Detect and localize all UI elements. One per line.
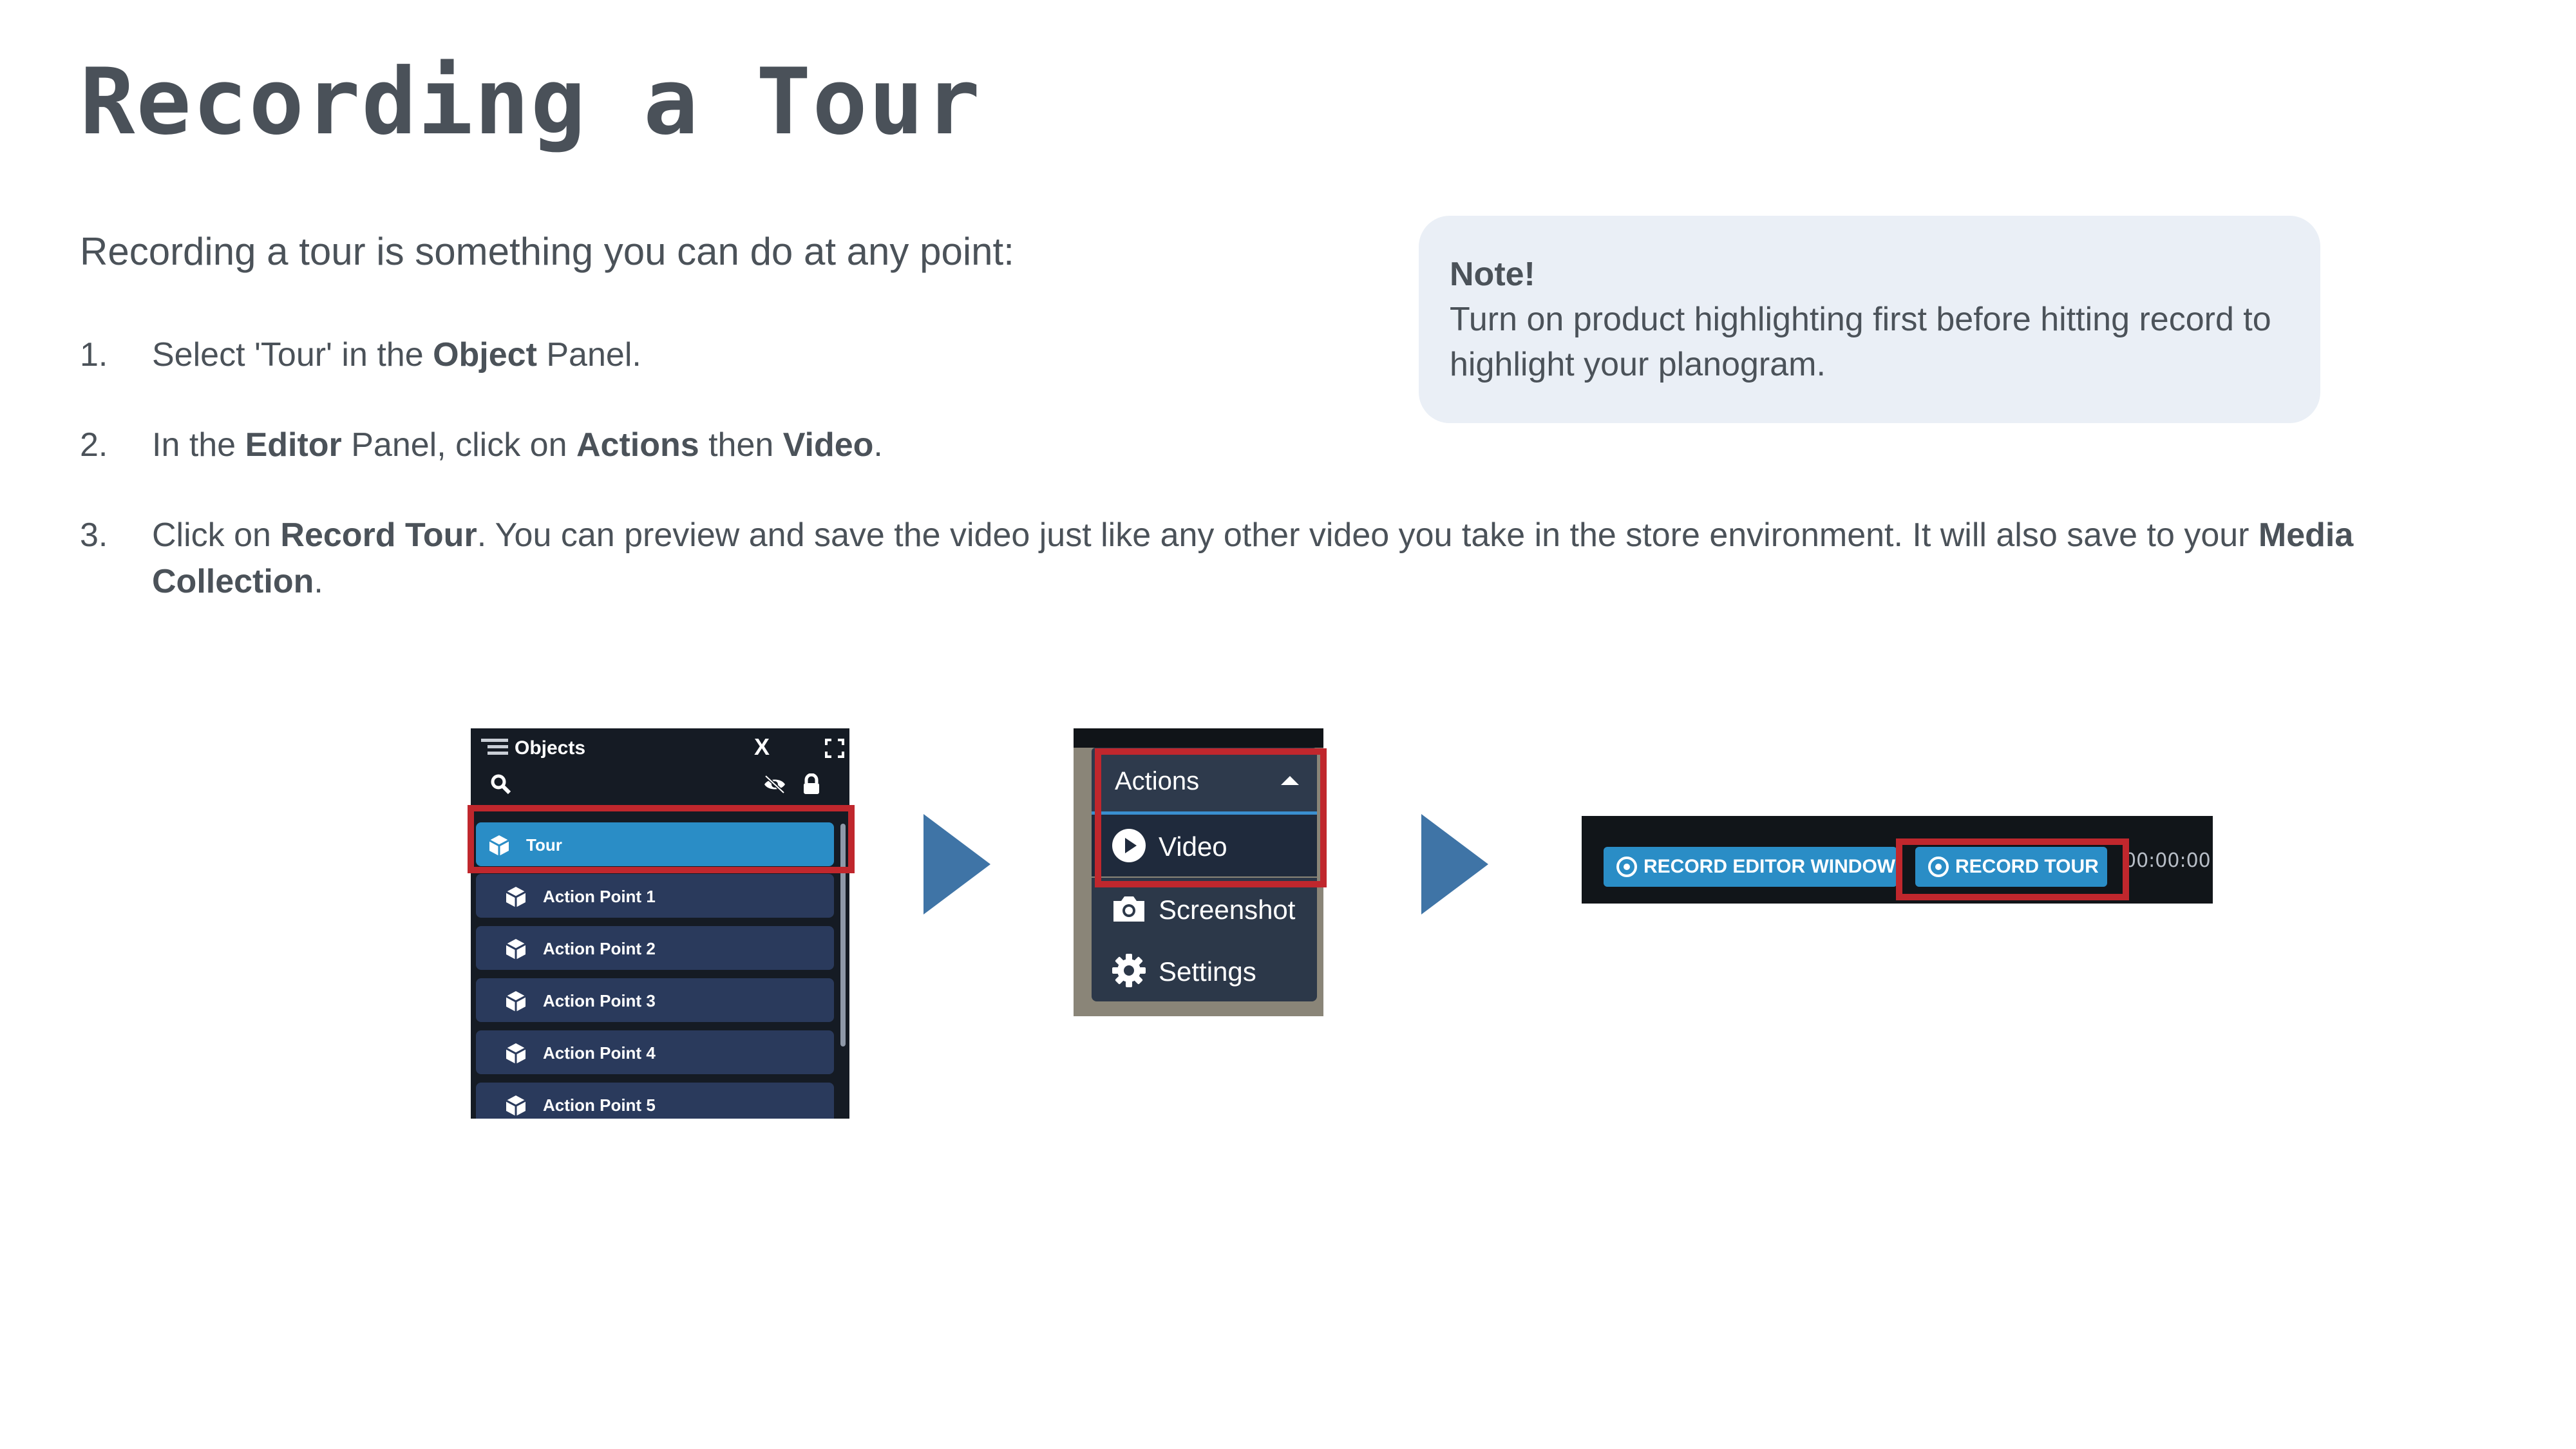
intro-text: Recording a tour is something you can do at any point: — [80, 230, 1014, 273]
object-row-action-point-2[interactable] — [476, 926, 834, 970]
menu-item-label: Screenshot — [1159, 895, 1296, 925]
expand-icon[interactable] — [825, 739, 844, 758]
record-editor-window-button[interactable] — [1604, 847, 1897, 887]
step-text: . You can preview and save the video just like any other video you take in the store environment. It will also save to your — [477, 516, 2259, 554]
menu-item-label: Settings — [1159, 956, 1256, 987]
objects-toolbar — [471, 768, 849, 802]
record-timer: 00:00:00 — [2124, 849, 2211, 872]
gear-icon — [1111, 952, 1147, 989]
object-row-action-point-5[interactable] — [476, 1083, 834, 1119]
step-emphasis: Record Tour — [280, 516, 477, 554]
step-number: 1. — [80, 336, 108, 374]
step-text: In the — [152, 426, 245, 464]
step-text: Select 'Tour' in the — [152, 336, 433, 374]
step-text: Panel. — [536, 336, 641, 374]
step-text: then — [699, 426, 783, 464]
object-row-action-point-1[interactable] — [476, 874, 834, 918]
arrow-right-icon — [1421, 814, 1488, 914]
step-emphasis: Actions — [576, 426, 699, 464]
step-text: . — [873, 426, 883, 464]
note-callout — [1419, 216, 2320, 423]
objects-panel-header — [471, 728, 849, 768]
lock-icon[interactable] — [802, 773, 821, 795]
step-text: Panel, click on — [341, 426, 576, 464]
page-title: Recording a Tour — [80, 49, 981, 155]
toolbar-strip — [1074, 728, 1323, 748]
object-row-label: Action Point 5 — [543, 1095, 656, 1115]
objects-panel-title: Objects — [515, 737, 586, 759]
object-row-action-point-3[interactable] — [476, 978, 834, 1022]
hide-eye-icon[interactable] — [763, 775, 786, 794]
cube-icon — [504, 886, 527, 909]
menu-item-label: Video — [1159, 831, 1227, 862]
step-emphasis: Video — [782, 426, 874, 464]
cube-icon — [504, 1042, 527, 1065]
step-text: . — [314, 563, 323, 600]
record-icon — [1616, 857, 1637, 877]
step-number: 3. — [80, 516, 108, 554]
object-row-action-point-4[interactable] — [476, 1030, 834, 1074]
search-icon[interactable] — [490, 773, 512, 795]
cube-icon — [504, 990, 527, 1013]
step-number: 2. — [80, 426, 108, 464]
object-row-label: Action Point 4 — [543, 1043, 656, 1063]
step-emphasis: Object — [433, 336, 537, 374]
object-row-label: Action Point 2 — [543, 939, 656, 958]
button-label: RECORD EDITOR WINDOW — [1643, 856, 1896, 877]
step-emphasis: Editor — [245, 426, 342, 464]
object-row-label: Action Point 1 — [543, 887, 656, 906]
note-title: Note! — [1450, 256, 1535, 293]
step-3 — [80, 512, 2476, 605]
objects-panel-screenshot — [471, 728, 849, 1119]
highlight-box-actions-video — [1095, 748, 1327, 887]
cube-icon — [504, 1094, 527, 1117]
camera-icon — [1111, 891, 1147, 927]
object-row-label: Action Point 3 — [543, 991, 656, 1010]
highlight-box-record-tour — [1896, 838, 2129, 900]
list-icon — [481, 739, 508, 758]
actions-label: Actions — [1115, 767, 1200, 795]
arrow-right-icon — [923, 814, 990, 914]
button-label: RECORD TOUR — [1955, 856, 2099, 877]
close-icon[interactable]: X — [754, 734, 770, 760]
highlight-box-tour — [468, 805, 855, 873]
step-2 — [80, 422, 2476, 468]
step-emphasis: Media Collection — [152, 516, 2354, 600]
object-row-label: Tour — [526, 835, 562, 855]
step-text: Click on — [152, 516, 281, 554]
menu-item-settings[interactable] — [1092, 940, 1317, 1001]
cube-icon — [504, 938, 527, 961]
note-text: Turn on product highlighting first before hitting record to highlight your planogram. — [1450, 301, 2271, 383]
